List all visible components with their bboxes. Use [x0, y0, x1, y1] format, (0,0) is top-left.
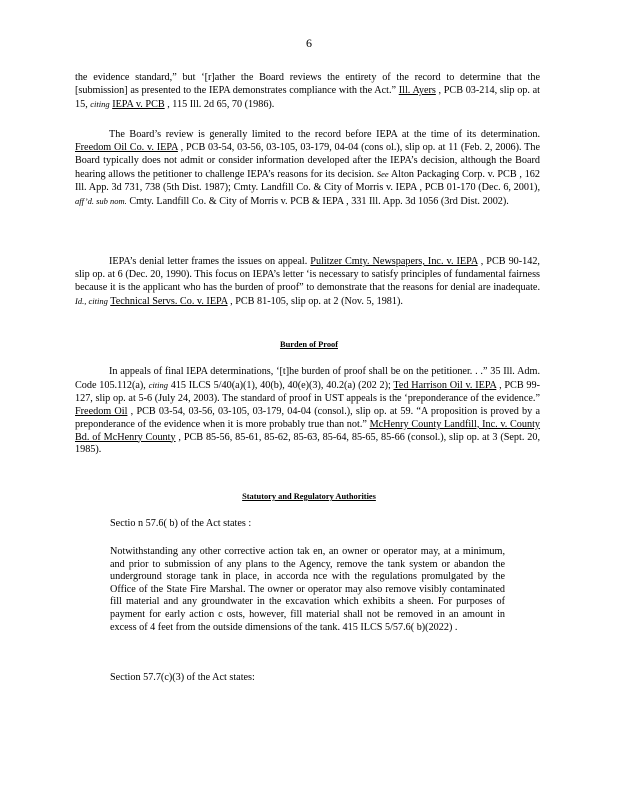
section-heading-burden-of-proof: Burden of Proof [279, 340, 338, 349]
case-citation: Technical Servs. Co. v. IEPA [110, 295, 228, 307]
case-citation: Ill. Ayers [398, 84, 436, 96]
case-citation: Ted Harrison Oil v. IEPA [393, 379, 497, 391]
block-quote-57-6b: Notwithstanding any other corrective action tak en, an owner or operator may, at a minimum, and prior to submission of any plans to the Agency, remove the tank system or abandon the underground storage tank in place, in accorda nce with the regulations promulgated by the Office of the State Fire Marshal. The owner or operator may also remove visibly contaminated fill material and any groundwater in the excavation which exhibits a sheen. For purposes of payment for early action c osts, however, fill material shall not be removed in an amount in excess of 4 feet from the outside dimensions of the tank. 415 ILCS 5/57.6( b)(2022) . [110, 546, 505, 633]
statute-intro-57-7c3: Section 57.7(c)(3) of the Act states: [110, 672, 255, 683]
case-citation: Pulitzer Cmty. Newspapers, Inc. v. IEPA [310, 256, 478, 267]
case-citation: IEPA v. PCB [112, 98, 165, 110]
paragraph-evidence-standard: the evidence standard,” but ‘[r]ather the Board reviews the entirety of the record to determine that the [submission] as presented to the IEPA demonstrates compliance with the Act.” Ill. Ayers , PCB 03-214, slip op. at 15, citing IEPA v. PCB , 115 Ill. 2d 65, 70 (1986). [75, 72, 540, 110]
page-number: 6 [306, 36, 312, 50]
section-heading-statutory-authorities: Statutory and Regulatory Authorities [242, 492, 376, 501]
paragraph-board-review: The Board’s review is generally limited to the record before IEPA at the time of its determination. Freedom Oil Co. v. IEPA , PCB 03-54, 03-56, 03-105, 03-179, 04-04 (cons ol.), slip op. at 11 (Feb. 2, 2006). The Board typically does not admit or consider information developed after the IEPA’s decision, although the Board hearing allows the petitioner to challenge IEPA’s reasons for its decision. See Alton Packaging Corp. v. PCB , 162 Ill. App. 3d 731, 738 (5th Dist. 1987); Cmty. Landfill Co. & City of Morris v. IEPA , PCB 01-170 (Dec. 6, 2001), aff’d. sub nom. Cmty. Landfill Co. & City of Morris v. PCB & IEPA , 331 Ill. App. 3d 1056 (3rd Dist. 2002). [75, 129, 540, 207]
case-citation: Freedom Oil [75, 405, 128, 417]
paragraph-denial-letter: IEPA’s denial letter frames the issues on appeal. Pulitzer Cmty. Newspapers, Inc. v. IEPA , PCB 90-142, slip op. at 6 (Dec. 20, 1990). This focus on IEPA’s letter ‘is necessary to satisfy principles of fundamental fairness because it is the applicant who has the burden of proof” to demonstrate that the reasons for denial are inadequate. Id., citing Technical Servs. Co. v. IEPA , PCB 81-105, slip op. at 2 (Nov. 5, 1981). [75, 256, 540, 307]
case-citation: Freedom Oil Co. v. IEPA [75, 141, 178, 153]
statute-intro-57-6b: Sectio n 57.6( b) of the Act states : [110, 518, 252, 529]
case-citation: McHenry County Landfill, Inc. v. County Bd. of McHenry County [75, 418, 541, 443]
paragraph-burden-of-proof: In appeals of final IEPA determinations, ‘[t]he burden of proof shall be on the petitioner. . .” 35 Ill. Adm. Code 105.112(a), citing 415 ILCS 5/40(a)(1), 40(b), 40(e)(3), 40.2(a) (202 2); Ted Harrison Oil v. IEPA , PCB 99-127, slip op. at 5-6 (July 24, 2003). The standard of proof in UST appeals is the ‘preponderance of the evidence.” Freedom Oil , PCB 03-54, 03-56, 03-105, 03-179, 04-04 (consol.), slip op. at 59. “A proposition is proved by a preponderance of the evidence when it is more probably true than not.” McHenry County Landfill, Inc. v. County Bd. of McHenry County , PCB 85-56, 85-61, 85-62, 85-63, 85-64, 85-65, 85-66 (consol.), slip op. at 3 (Sept. 20, 1985). [75, 366, 541, 456]
